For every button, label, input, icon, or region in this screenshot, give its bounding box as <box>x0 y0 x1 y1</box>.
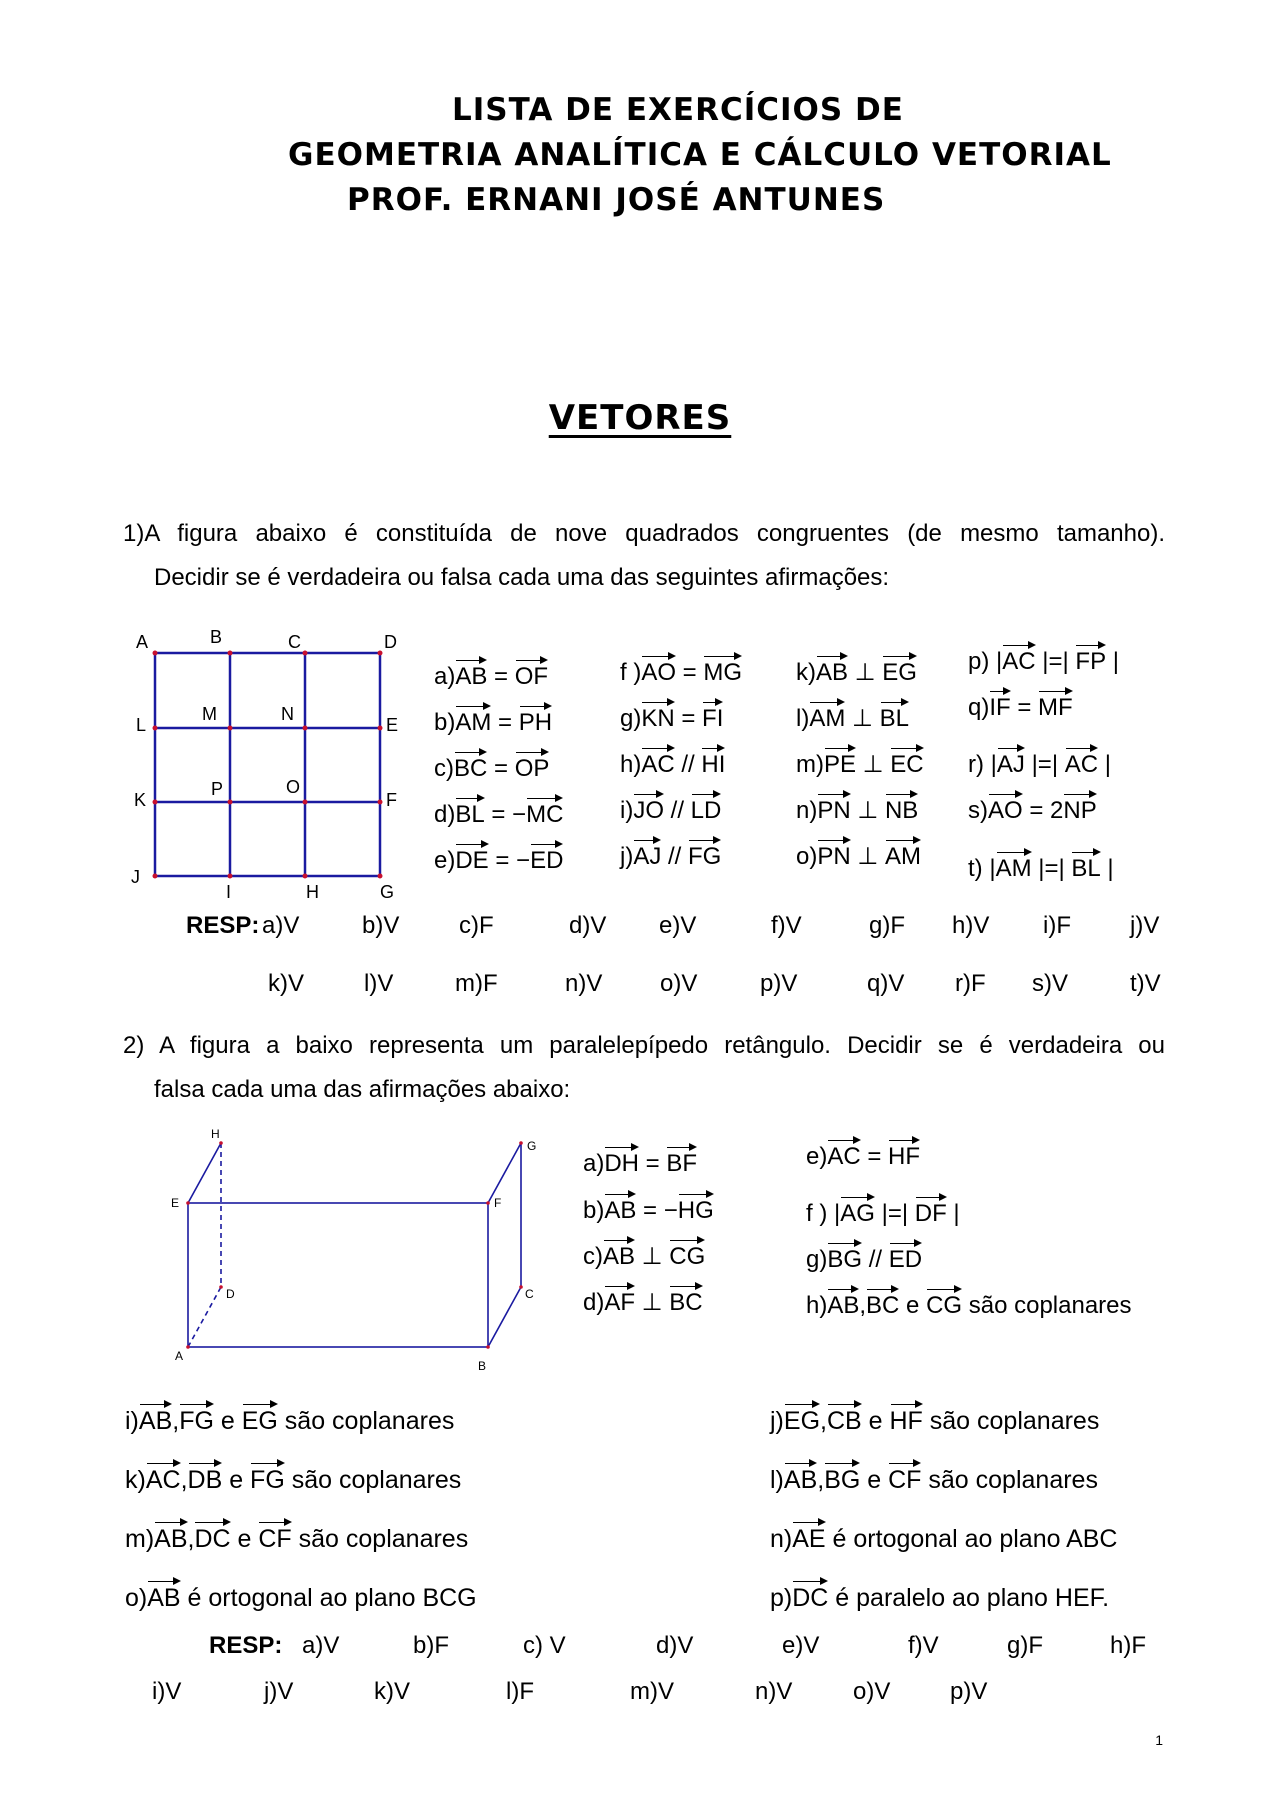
vector-LD: LD <box>691 794 722 826</box>
item-text: h) <box>806 1292 828 1319</box>
item-text: p) | <box>968 648 1003 675</box>
vector-PE: PE <box>824 748 856 780</box>
item-text: ⊥ <box>848 659 883 686</box>
item-text: = <box>676 659 704 686</box>
item-text: é ortogonal ao plano BCG <box>180 1584 477 1612</box>
vector-AB: AB <box>827 1289 859 1321</box>
item-text: são coplanares <box>277 1407 455 1435</box>
vector-EG: EG <box>882 656 917 688</box>
item-text: l) <box>796 705 810 732</box>
q1-item-b <box>434 706 552 738</box>
vector-JO: JO <box>633 794 664 826</box>
q2-text-line-1: 2) A figura a baixo representa um paralelepípedo retângulo. Decidir se é verdadeira ou <box>123 1032 1165 1059</box>
item-text: p) <box>770 1584 793 1612</box>
item-text: | <box>1098 751 1111 778</box>
item-text: |=| <box>1024 751 1065 778</box>
q1-item-j <box>620 840 721 872</box>
q1-answer: s)V <box>1032 970 1068 997</box>
item-text: b) <box>434 709 456 736</box>
item-text: j) <box>620 843 634 870</box>
item-text: c) <box>434 755 454 782</box>
q1-item-s <box>968 794 1097 826</box>
item-text: e <box>230 1525 259 1553</box>
grid-label-B: B <box>210 628 223 647</box>
item-text: = <box>860 1143 889 1170</box>
vector-AJ: AJ <box>633 840 661 872</box>
q2-answer: a)V <box>302 1632 340 1659</box>
q2-item-h <box>806 1289 1132 1321</box>
q1-answer: r)F <box>955 970 986 997</box>
vector-AC: AC <box>827 1140 860 1172</box>
q1-item-e <box>434 844 563 876</box>
item-text: = − <box>488 847 531 874</box>
q1-item-f <box>620 656 742 688</box>
item-text: = 2 <box>1022 797 1064 824</box>
vector-NP: NP <box>1063 794 1096 826</box>
box-label-B: B <box>478 1359 487 1373</box>
item-text: q) <box>968 694 990 721</box>
item-text: e <box>899 1292 927 1319</box>
item-text: são coplanares <box>291 1525 469 1553</box>
vector-KN: KN <box>641 702 674 734</box>
grid-label-G: G <box>380 882 395 902</box>
q2-answer: n)V <box>755 1678 793 1705</box>
item-text: = − <box>636 1197 678 1224</box>
vector-HF: HF <box>888 1140 920 1172</box>
q1-answer: t)V <box>1130 970 1161 997</box>
item-text: h) <box>620 751 642 778</box>
vector-BC: BC <box>454 752 487 784</box>
grid-label-N: N <box>281 704 294 724</box>
item-text: = <box>1010 694 1039 721</box>
item-text: k) <box>125 1466 146 1494</box>
item-text: // <box>664 797 691 824</box>
item-text: t) | <box>968 855 996 882</box>
q1-item-h <box>620 748 725 780</box>
q1-answer: d)V <box>569 912 607 939</box>
q1-item-d <box>434 798 563 830</box>
q1-item-n <box>796 794 918 826</box>
grid-label-I: I <box>226 882 232 902</box>
vector-DB: DB <box>188 1463 223 1495</box>
vector-AC: AC <box>1065 748 1098 780</box>
q2-answer: c) V <box>523 1632 566 1659</box>
q1-answer: m)F <box>455 970 498 997</box>
item-text: a) <box>583 1150 605 1177</box>
vector-AB: AB <box>139 1404 172 1436</box>
item-text: ⊥ <box>845 705 880 732</box>
vector-DC: DC <box>194 1522 230 1554</box>
vector-AB: AB <box>154 1522 187 1554</box>
q1-item-o <box>796 840 921 872</box>
q1-answer: p)V <box>760 970 798 997</box>
item-text: | <box>1106 648 1119 675</box>
q2-answer: l)F <box>506 1678 534 1705</box>
q2-item-k <box>125 1463 461 1495</box>
item-text: são coplanares <box>922 1407 1100 1435</box>
item-text: e <box>860 1466 889 1494</box>
box-label-H: H <box>211 1127 220 1141</box>
vector-ED: ED <box>530 844 563 876</box>
grid-label-O: O <box>286 777 301 797</box>
vector-OF: OF <box>515 660 548 692</box>
item-text: são coplanares <box>284 1466 462 1494</box>
vector-MG: MG <box>703 656 742 688</box>
q1-statement <box>123 512 1165 600</box>
item-text: , <box>817 1466 825 1494</box>
q2-answer: f)V <box>908 1632 939 1659</box>
box-label-D: D <box>226 1287 235 1301</box>
vector-ED: ED <box>889 1243 922 1275</box>
item-text: é paralelo ao plano HEF. <box>828 1584 1110 1612</box>
vector-DF: DF <box>915 1197 947 1229</box>
q1-answer: i)F <box>1043 912 1071 939</box>
q1-item-r <box>968 748 1111 780</box>
vector-BL: BL <box>880 702 909 734</box>
grid-label-C: C <box>288 632 301 652</box>
q1-answer: k)V <box>268 970 304 997</box>
q2-answer: j)V <box>264 1678 294 1705</box>
item-text: k) <box>796 659 816 686</box>
item-text: b) <box>583 1197 605 1224</box>
item-text: s) <box>968 797 988 824</box>
q2-item-e <box>806 1140 920 1172</box>
vector-DC: DC <box>792 1581 828 1613</box>
item-text: = − <box>484 801 527 828</box>
section-title <box>0 398 1280 438</box>
item-text: ⊥ <box>635 1243 670 1270</box>
q2-answer: b)F <box>413 1632 449 1659</box>
grid-label-D: D <box>384 632 397 652</box>
item-text: // <box>862 1246 889 1273</box>
q2-item-c <box>583 1240 705 1272</box>
item-text: = <box>639 1150 667 1177</box>
item-text: |=| <box>874 1200 915 1227</box>
vector-PH: PH <box>519 706 552 738</box>
vector-AM: AM <box>996 852 1032 884</box>
vector-AC: AC <box>146 1463 181 1495</box>
vector-BL: BL <box>1071 852 1100 884</box>
header-line-3: PROF. ERNANI JOSÉ ANTUNES <box>347 182 886 218</box>
q1-answer: f)V <box>771 912 802 939</box>
q1-item-t <box>968 852 1114 884</box>
q1-item-a <box>434 660 548 692</box>
box-label-C: C <box>525 1287 534 1301</box>
section-title-text: VETORES <box>548 398 732 438</box>
header-line-2: GEOMETRIA ANALÍTICA E CÁLCULO VETORIAL <box>288 137 1112 173</box>
item-text: ⊥ <box>635 1289 670 1316</box>
q2-text-line-2: falsa cada uma das afirmações abaixo: <box>154 1076 571 1103</box>
vector-AO: AO <box>988 794 1023 826</box>
vector-PN: PN <box>817 794 850 826</box>
q1-text-line-2: Decidir se é verdadeira ou falsa cada uma das seguintes afirmações: <box>154 564 890 591</box>
vector-EG: EG <box>784 1404 820 1436</box>
item-text: r) | <box>968 751 997 778</box>
item-text: l) <box>770 1466 784 1494</box>
item-text: e <box>213 1407 242 1435</box>
vector-AG: AG <box>840 1197 875 1229</box>
item-text: o) <box>796 843 818 870</box>
q1-item-c <box>434 752 549 784</box>
item-text: é ortogonal ao plano ABC <box>825 1525 1118 1553</box>
vector-HG: HG <box>678 1194 714 1226</box>
grid-label-P: P <box>211 779 224 799</box>
item-text: c) <box>583 1243 603 1270</box>
item-text: , <box>820 1407 827 1435</box>
item-text: n) <box>770 1525 793 1553</box>
vector-AB: AB <box>455 660 487 692</box>
item-text: , <box>172 1407 180 1435</box>
q1-answer: l)V <box>364 970 394 997</box>
vector-CB: CB <box>827 1404 862 1436</box>
item-text: | <box>946 1200 960 1227</box>
vector-BC: BC <box>669 1286 702 1318</box>
vector-CG: CG <box>926 1289 962 1321</box>
grid-label-M: M <box>202 704 217 724</box>
q2-item-a <box>583 1147 697 1179</box>
vector-BF: BF <box>666 1147 697 1179</box>
q1-answer: o)V <box>660 970 698 997</box>
vector-CG: CG <box>669 1240 705 1272</box>
vector-DE: DE <box>455 844 488 876</box>
q2-answer: m)V <box>630 1678 674 1705</box>
q1-item-q <box>968 691 1073 723</box>
item-text: , <box>180 1466 188 1494</box>
vector-BL: BL <box>455 798 484 830</box>
vector-EG: EG <box>242 1404 278 1436</box>
q1-text-line-1: 1)A figura abaixo é constituída de nove quadrados congruentes (de mesmo tamanho). <box>123 520 1165 547</box>
item-text: são coplanares <box>962 1292 1132 1319</box>
q1-answer: h)V <box>952 912 990 939</box>
q2-answer: d)V <box>656 1632 694 1659</box>
vector-NB: NB <box>885 794 918 826</box>
item-text: = <box>487 755 515 782</box>
vector-PN: PN <box>817 840 850 872</box>
vector-AB: AB <box>784 1463 817 1495</box>
item-text: ⊥ <box>856 751 891 778</box>
q1-grid-figure <box>128 628 418 903</box>
vector-HF: HF <box>890 1404 923 1436</box>
q1-answer: g)F <box>869 912 905 939</box>
vector-BG: BG <box>827 1243 862 1275</box>
item-text: i) <box>125 1407 139 1435</box>
q1-item-p <box>968 645 1119 677</box>
vector-CF: CF <box>888 1463 921 1495</box>
item-text: e <box>861 1407 890 1435</box>
q2-answer: i)V <box>152 1678 182 1705</box>
vector-AC: AC <box>641 748 674 780</box>
page-number: 1 <box>1155 1732 1163 1748</box>
vector-MF: MF <box>1038 691 1073 723</box>
q2-item-b <box>583 1194 714 1226</box>
item-text: , <box>187 1525 195 1553</box>
vector-FG: FG <box>179 1404 214 1436</box>
q2-statement <box>123 1024 1165 1112</box>
item-text: são coplanares <box>921 1466 1098 1494</box>
vector-FG: FG <box>688 840 721 872</box>
vector-AF: AF <box>604 1286 635 1318</box>
grid-label-F: F <box>386 790 397 810</box>
q1-answer: n)V <box>565 970 603 997</box>
box-label-F: F <box>494 1196 502 1210</box>
item-text: |=| <box>1031 855 1072 882</box>
grid-label-A: A <box>136 632 149 652</box>
vector-FI: FI <box>702 702 723 734</box>
q2-item-i <box>125 1404 454 1436</box>
grid-label-K: K <box>134 790 147 810</box>
q1-item-i <box>620 794 721 826</box>
q1-answer: j)V <box>1130 912 1160 939</box>
vector-AB: AB <box>603 1240 635 1272</box>
item-text: f ) <box>620 659 642 686</box>
vector-FP: FP <box>1075 645 1106 677</box>
q2-item-o <box>125 1581 477 1613</box>
vector-AM: AM <box>455 706 491 738</box>
item-text: | <box>1100 855 1114 882</box>
item-text: , <box>859 1292 867 1319</box>
grid-label-L: L <box>136 715 147 735</box>
vector-EC: EC <box>890 748 923 780</box>
vector-AM: AM <box>809 702 845 734</box>
q2-answer: p)V <box>950 1678 988 1705</box>
q2-item-f <box>806 1197 960 1229</box>
vector-DH: DH <box>604 1147 639 1179</box>
vector-BC: BC <box>866 1289 899 1321</box>
vector-AE: AE <box>792 1522 825 1554</box>
item-text: ⊥ <box>850 843 885 870</box>
grid-label-E: E <box>386 715 399 735</box>
q1-answer: e)V <box>659 912 697 939</box>
item-text: e) <box>806 1143 828 1170</box>
item-text: n) <box>796 797 818 824</box>
vector-FG: FG <box>250 1463 285 1495</box>
box-label-G: G <box>527 1139 537 1153</box>
item-text: d) <box>583 1289 605 1316</box>
q1-item-g <box>620 702 723 734</box>
item-text: = <box>674 705 703 732</box>
item-text: = <box>491 709 519 736</box>
item-text: e) <box>434 847 456 874</box>
vector-MC: MC <box>526 798 563 830</box>
q1-answer: a)V <box>262 912 300 939</box>
item-text: j) <box>770 1407 784 1435</box>
item-text: // <box>674 751 702 778</box>
vector-AB: AB <box>147 1581 180 1613</box>
vector-BG: BG <box>824 1463 860 1495</box>
vector-AB: AB <box>604 1194 636 1226</box>
q2-answer: h)F <box>1110 1632 1146 1659</box>
item-text: o) <box>125 1584 148 1612</box>
header-line-1: LISTA DE EXERCÍCIOS DE <box>452 92 904 128</box>
item-text: m) <box>796 751 824 778</box>
q2-item-d <box>583 1286 703 1318</box>
q2-answer: k)V <box>374 1678 410 1705</box>
q2-box-figure <box>165 1120 555 1380</box>
vector-AO: AO <box>641 656 676 688</box>
item-text: m) <box>125 1525 155 1553</box>
item-text: ⊥ <box>850 797 885 824</box>
q1-answer: b)V <box>362 912 400 939</box>
vector-AB: AB <box>816 656 848 688</box>
q2-answer: o)V <box>853 1678 891 1705</box>
q2-item-m <box>125 1522 468 1554</box>
item-text: a) <box>434 663 456 690</box>
vector-HI: HI <box>701 748 725 780</box>
q1-answer: q)V <box>867 970 905 997</box>
vector-OP: OP <box>515 752 550 784</box>
q1-item-k <box>796 656 917 688</box>
item-text: d) <box>434 801 456 828</box>
q2-answer: g)F <box>1007 1632 1043 1659</box>
item-text: g) <box>806 1246 828 1273</box>
item-text: = <box>487 663 515 690</box>
q2-item-p <box>770 1581 1109 1613</box>
item-text: i) <box>620 797 634 824</box>
q1-item-l <box>796 702 909 734</box>
vector-AM: AM <box>885 840 921 872</box>
q2-item-l <box>770 1463 1098 1495</box>
q1-item-m <box>796 748 924 780</box>
item-text: e <box>222 1466 251 1494</box>
q2-item-g <box>806 1243 922 1275</box>
q2-answer: e)V <box>782 1632 820 1659</box>
item-text: f ) | <box>806 1200 841 1227</box>
q2-item-n <box>770 1522 1117 1554</box>
q1-answer: c)F <box>459 912 494 939</box>
item-text: g) <box>620 705 642 732</box>
box-label-E: E <box>171 1196 180 1210</box>
grid-label-H: H <box>306 882 319 902</box>
vector-AC: AC <box>1002 645 1035 677</box>
vector-CF: CF <box>258 1522 291 1554</box>
item-text: // <box>661 843 689 870</box>
vector-AJ: AJ <box>997 748 1025 780</box>
q1-resp-label: RESP: <box>186 912 260 939</box>
item-text: |=| <box>1035 648 1076 675</box>
grid-label-J: J <box>131 867 140 887</box>
box-label-A: A <box>175 1349 184 1363</box>
q2-resp-label: RESP: <box>209 1632 283 1659</box>
q2-item-j <box>770 1404 1099 1436</box>
vector-IF: IF <box>989 691 1010 723</box>
